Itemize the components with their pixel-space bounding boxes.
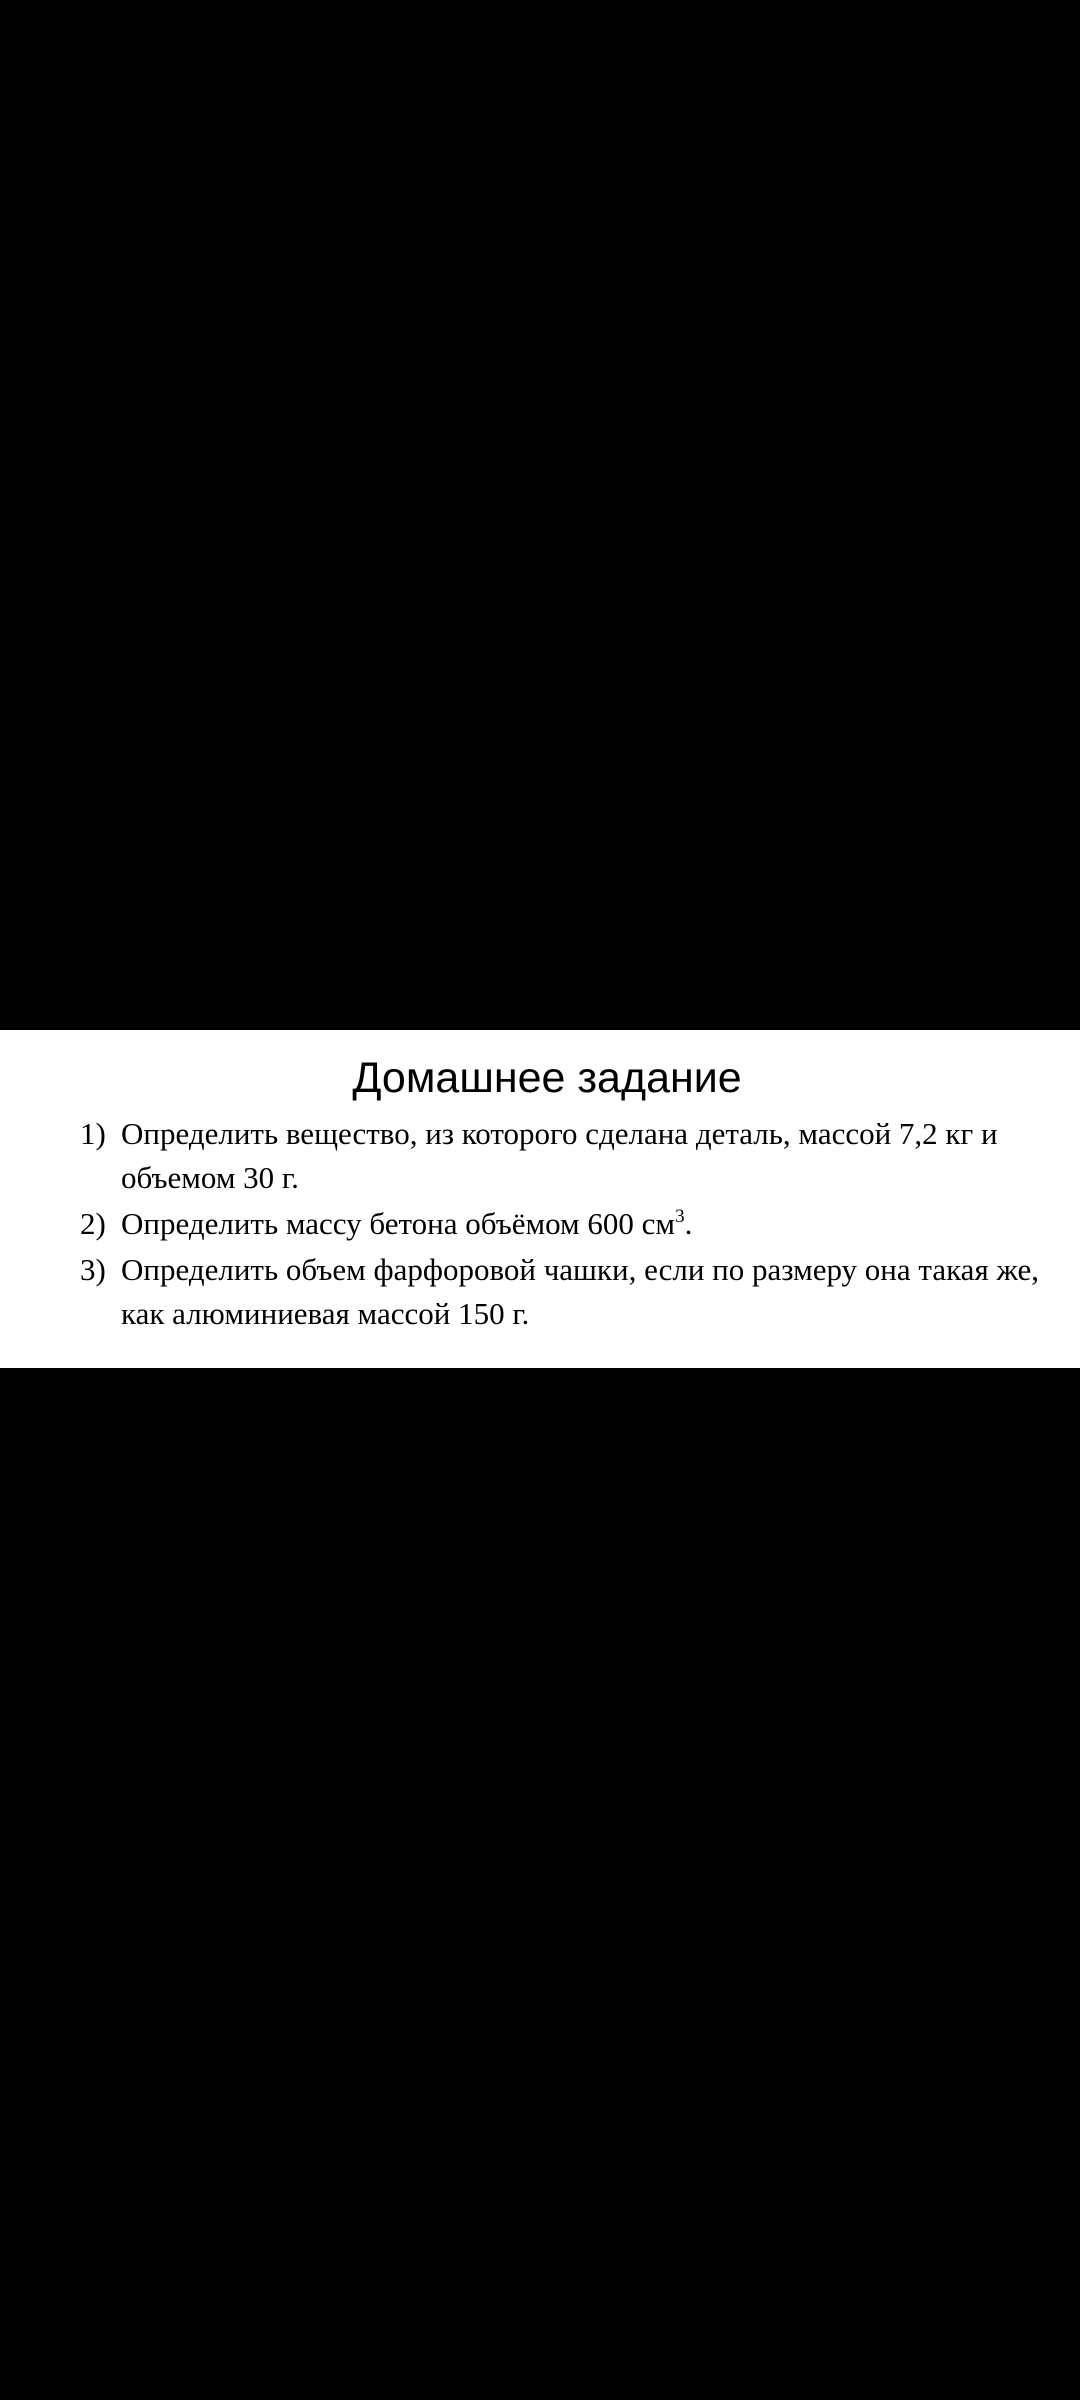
page-title: Домашнее задание xyxy=(352,1054,742,1102)
task-number: 3) xyxy=(80,1252,106,1287)
unit-exponent: 3 xyxy=(675,1206,685,1227)
task-item-1 xyxy=(0,1112,1080,1200)
task-text: Определить вещество, из которого сделана деталь, массой 7,2 кг и объемом 30 г. xyxy=(121,1116,998,1195)
task-item-2 xyxy=(0,1202,1080,1246)
task-text: Определить объем фарфоровой чашки, если по размеру она такая же, как алюминиевая массой 150 г. xyxy=(121,1252,1039,1331)
task-number: 2) xyxy=(80,1206,106,1241)
document-page xyxy=(0,1030,1080,1368)
task-text-main: Определить массу бетона объёмом 600 см xyxy=(121,1206,676,1241)
task-text xyxy=(121,1206,692,1241)
task-list xyxy=(0,1112,1080,1336)
task-item-3 xyxy=(0,1248,1080,1336)
task-text-end: . xyxy=(684,1206,693,1241)
task-number: 1) xyxy=(80,1116,106,1151)
